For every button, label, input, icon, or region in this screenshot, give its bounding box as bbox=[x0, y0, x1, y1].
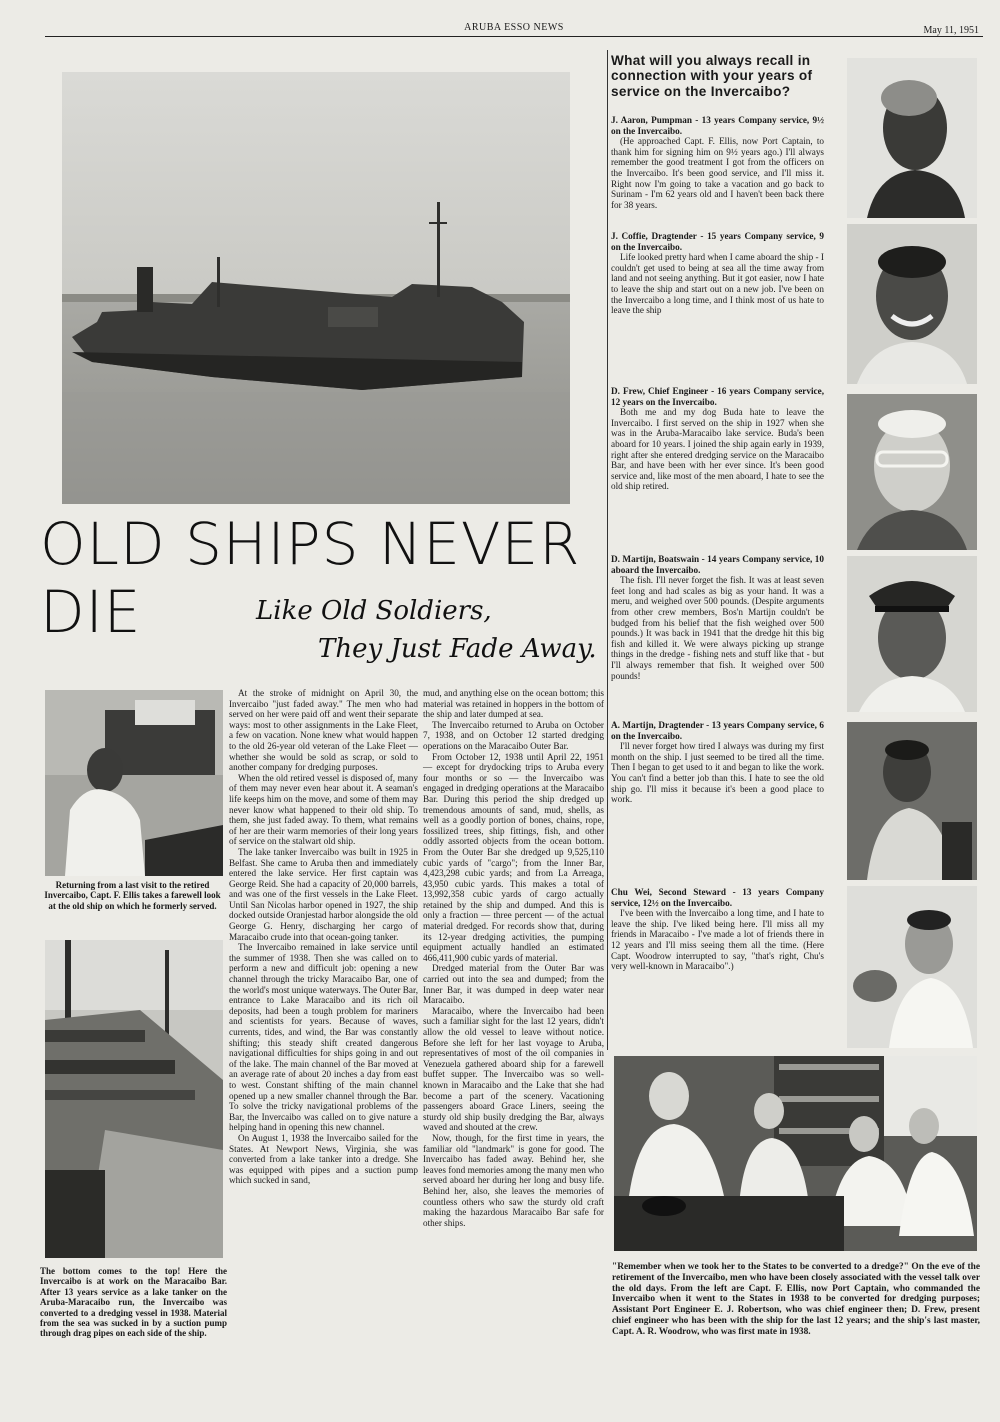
response-chu-wei bbox=[611, 887, 824, 972]
article-column-1 bbox=[229, 688, 418, 1186]
portrait-coffie bbox=[847, 224, 977, 384]
response-name: J. Coffie, Dragtender - 15 years Company service, 9 on the Invercaibo. bbox=[611, 231, 824, 252]
ship-photo bbox=[62, 72, 570, 504]
response-name: A. Martijn, Dragtender - 13 years Company service, 6 on the Invercaibo. bbox=[611, 720, 824, 741]
article-paragraph: When the old retired vessel is disposed of, many of them may never even hear about it. A seaman's life keeps him on the move, and some of them may never know what happened to their old ship. To them, she just faded away. To them, what remains of her are their warm memories of their long years of service on the stalwart old ship. bbox=[229, 772, 418, 847]
response-text: The fish. I'll never forget the fish. It was at least seven feet long and had scales as big as your hand. It was a meru, and weighed over 500 pounds. (Despite arguments from other crew members, Bos'n Martijn couldn't be budged from his belief that the fish weighed over 500 pounds.) It was back in 1941 that the dredge hit this big fish and killed it. We were always picking up strange things in the dredge - fishing nets and stuff like that - but I'll always remember that fish. It weighed over 500 pounds! bbox=[611, 575, 824, 681]
response-name: J. Aaron, Pumpman - 13 years Company service, 9½ on the Invercaibo. bbox=[611, 115, 824, 136]
article-paragraph: The Invercaibo remained in lake service until the summer of 1938. Then she was called on to perform a new and difficult job: opening a new channel through the tricky Maracaibo Bar, one of the world's most unique waterways. The Outer Bar, entrance to Lake Maracaibo and its rich oil deposits, had been a tough problem for mariners and scientists for years. Because of waves, currents, tides, and wind, the Bar was constantly shifting; this steady shift created dangerous navigational difficulties for ships going in and out of the lake. The main channel of the Bar moved at an average rate of about 20 inches a day from east to west. Constant shifting of the main channel opened up a new smaller channel through the Bar. To solve the tricky navigational problems of the Bar, the Invercaibo was called on to give nature a helping hand in opening this new channel. bbox=[229, 942, 418, 1133]
headline-subtitle-1: Like Old Soldiers, bbox=[256, 596, 492, 626]
portrait-frew bbox=[847, 394, 977, 550]
column-divider bbox=[607, 50, 608, 1050]
farewell-caption: Returning from a last visit to the retired Invercaibo, Capt. F. Ellis takes a farewell look at the old ship on which he formerly served. bbox=[44, 880, 221, 911]
response-aaron bbox=[611, 115, 824, 210]
dredge-caption: The bottom comes to the top! Here the Invercaibo is at work on the Maracaibo Bar. After 13 years service as a lake tanker on the Aruba-Maracaibo run, the Invercaibo was converted to a dredging vessel in 1938. Material from the sea was sucked in by a suction pump through drag pipes on each side of the ship. bbox=[40, 1266, 227, 1339]
response-text: I've been with the Invercaibo a long time, and I hate to leave the ship. I've liked being here. I'll miss all my friends in Maracaibo - I've made a lot of friends there in 12 years and I'll miss seeing them all the time. (Here Capt. Woodrow interrupted to say, "that's right, Chu's very well-known in Maracaibo".) bbox=[611, 908, 824, 972]
response-coffie bbox=[611, 231, 824, 316]
article-paragraph: Maracaibo, where the Invercaibo had been such a familiar sight for the last 12 years, didn't allow the old vessel to leave without notice. Before she left for her last voyage to Aruba, representatives of most of the oil companies in Venezuela gathered aboard ship for a farewell buffet supper. The Invercaibo was so well-known in Maracaibo and the Lake that she had become a part of the scenery. Vacationing passengers aboard Grace Liners, seeing the sturdy old ship busily dredging the Bar, always waved and shouted at the crew. bbox=[423, 1005, 604, 1133]
response-name: D. Martijn, Boatswain - 14 years Company service, 10 aboard the Invercaibo. bbox=[611, 554, 824, 575]
article-paragraph: At the stroke of midnight on April 30, the Invercaibo "just faded away." The men who had served on her were paid off and went their separate ways: most to other assignments in the Lake Fleet, a few on vacation. None knew what would happen to the old 26-year old veteran of the Lake Fleet — whether she would be sold as scrap, or sold to another company for dredging purposes. bbox=[229, 688, 418, 773]
headline-subtitle-2: They Just Fade Away. bbox=[318, 634, 597, 664]
response-text: Life looked pretty hard when I came aboard the ship - I couldn't get used to being at sea all the time away from land and not seeing anything. But it got easier, now I hate to leave the ship and start out on a new job. I've been on the Invercaibo a long time, and I think most of us hate to leave the ship bbox=[611, 252, 824, 316]
response-text: (He approached Capt. F. Ellis, now Port Captain, to thank him for signing him on 9½ years ago.) I'll always remember the good treatment I got from the officers on the Invercaibo. It's been good service, and I'll miss it. Right now I'm going to take a vacation and go back to Surinam - I'm 62 years old and I haven't been back there for 38 years. bbox=[611, 136, 824, 210]
article-paragraph: mud, and anything else on the ocean bottom; this material was retained in hoppers in the bottom of the ship and later dumped at sea. bbox=[423, 688, 604, 720]
issue-date: May 11, 1951 bbox=[923, 25, 979, 36]
response-text: I'll never forget how tired I always was during my first month on the ship. I just seemed to be tired all the time. Then I began to get used to it and began to like the work. You can't find a better job than this. I hate to see the old ship go. I'll miss it because it's been a good place to work. bbox=[611, 741, 824, 805]
portrait-a-martijn bbox=[847, 722, 977, 880]
dredge-deck-photo bbox=[45, 940, 223, 1258]
portrait-d-martijn bbox=[847, 556, 977, 712]
response-d-martijn bbox=[611, 554, 824, 681]
response-frew bbox=[611, 386, 824, 492]
article-paragraph: Now, though, for the first time in years, the familiar old "landmark" is gone for good. The Invercaibo has faded away. Behind her, she leaves fond memories among the many men who served aboard her during her long and busy life. Behind her, also, she leaves the memories of countless others who saw the sturdy old craft making the hazardous Maracaibo Bar safe for other ships. bbox=[423, 1132, 604, 1228]
response-name: Chu Wei, Second Steward - 13 years Company service, 12½ on the Invercaibo. bbox=[611, 887, 824, 908]
portrait-chu-wei bbox=[847, 886, 977, 1048]
portrait-aaron bbox=[847, 58, 977, 218]
group-photo bbox=[614, 1056, 977, 1251]
article-paragraph: The lake tanker Invercaibo was built in 1925 in Belfast. She came to Aruba then and immediately entered the lake service. Her first captain was George Reid. She had a capacity of 20,000 barrels, and was one of the first vessels in the Lake Fleet. Until San Nicolas harbor opened in 1927, the ship docked outside Oranjestad harbor alongside the old George G. Henry, discharging her cargo of Maracaibo crude into that ocean-going tanker. bbox=[229, 846, 418, 942]
article-paragraph: Dredged material from the Outer Bar was carried out into the sea and dumped; from the Inner Bar, it was dumped in deep water near Maracaibo. bbox=[423, 963, 604, 1006]
headline-line2: DIE bbox=[40, 578, 142, 646]
newspaper-name: ARUBA ESSO NEWS bbox=[464, 22, 564, 33]
headline-line1: OLD SHIPS NEVER bbox=[40, 510, 581, 578]
response-a-martijn bbox=[611, 720, 824, 805]
article-column-2 bbox=[423, 688, 604, 1228]
response-text: Both me and my dog Buda hate to leave the Invercaibo. I first served on the ship in 1927 when she was in the Aruba-Maracaibo lake service. Buda's been aboard for 10 years. I joined the ship again early in 1939, right after she entered dredging service on the Maracaibo Bar, and have been with her ever since. It's been good service and, like most of the men aboard, I hate to see the old ship retired. bbox=[611, 407, 824, 492]
group-caption: "Remember when we took her to the States to be converted to a dredge?" On the eve of the retirement of the Invercaibo, men who have been closely associated with the vessel talk over the old days. From the left are Capt. F. Ellis, now Port Captain, who commanded the Invercaibo when it went to the States in 1938 to be converted for dredging purposes; Assistant Port Engineer E. J. Robertson, who was chief engineer then; D. Frew, present chief engineer who has been with the ship for the last 12 years; and the ship's last master, Capt. A. R. Woodrow, who was first mate in 1938. bbox=[612, 1262, 980, 1337]
captain-ellis-photo bbox=[45, 690, 223, 876]
article-paragraph: On August 1, 1938 the Invercaibo sailed for the States. At Newport News, Virginia, she was converted from a lake tanker into a dredge. She was equipped with pipes and a suction pump which sucked in sand, bbox=[229, 1132, 418, 1186]
article-paragraph: The Invercaibo returned to Aruba on October 7, 1938, and on October 12 started dredging operations on the Maracaibo Outer Bar. bbox=[423, 719, 604, 751]
sidebar-question: What will you always recall in connection with your years of service on the Invercaibo? bbox=[611, 53, 813, 99]
response-name: D. Frew, Chief Engineer - 16 years Company service, 12 years on the Invercaibo. bbox=[611, 386, 824, 407]
masthead bbox=[45, 22, 983, 37]
article-paragraph: From October 12, 1938 until April 22, 1951 — except for drydocking trips to Aruba every four months or so — the Invercaibo was engaged in dredging operations at the Maracaibo Bar. During this period the ship dredged up tremendous amounts of sand, mud, shells, as well as a goodly portion of bones, chains, rope, fossilized trees, ship fittings, fish, and other oddly assorted objects from the ocean bottom. From the Outer Bar she dredged up 9,525,110 cubic yards of "cargo"; from the Inner Bar, 4,423,298 cubic yards; and from La Arreaga, 43,950 cubic yards. This makes a total of 13,992,358 cubic yards of cargo actually retained by the ship and dumped. And this is only a fraction — three percent — of the actual material dredged. For records show that, during its 12-year dredging activities, the pumping equipment actually handled an estimated 466,411,900 cubic yards of material. bbox=[423, 751, 604, 963]
